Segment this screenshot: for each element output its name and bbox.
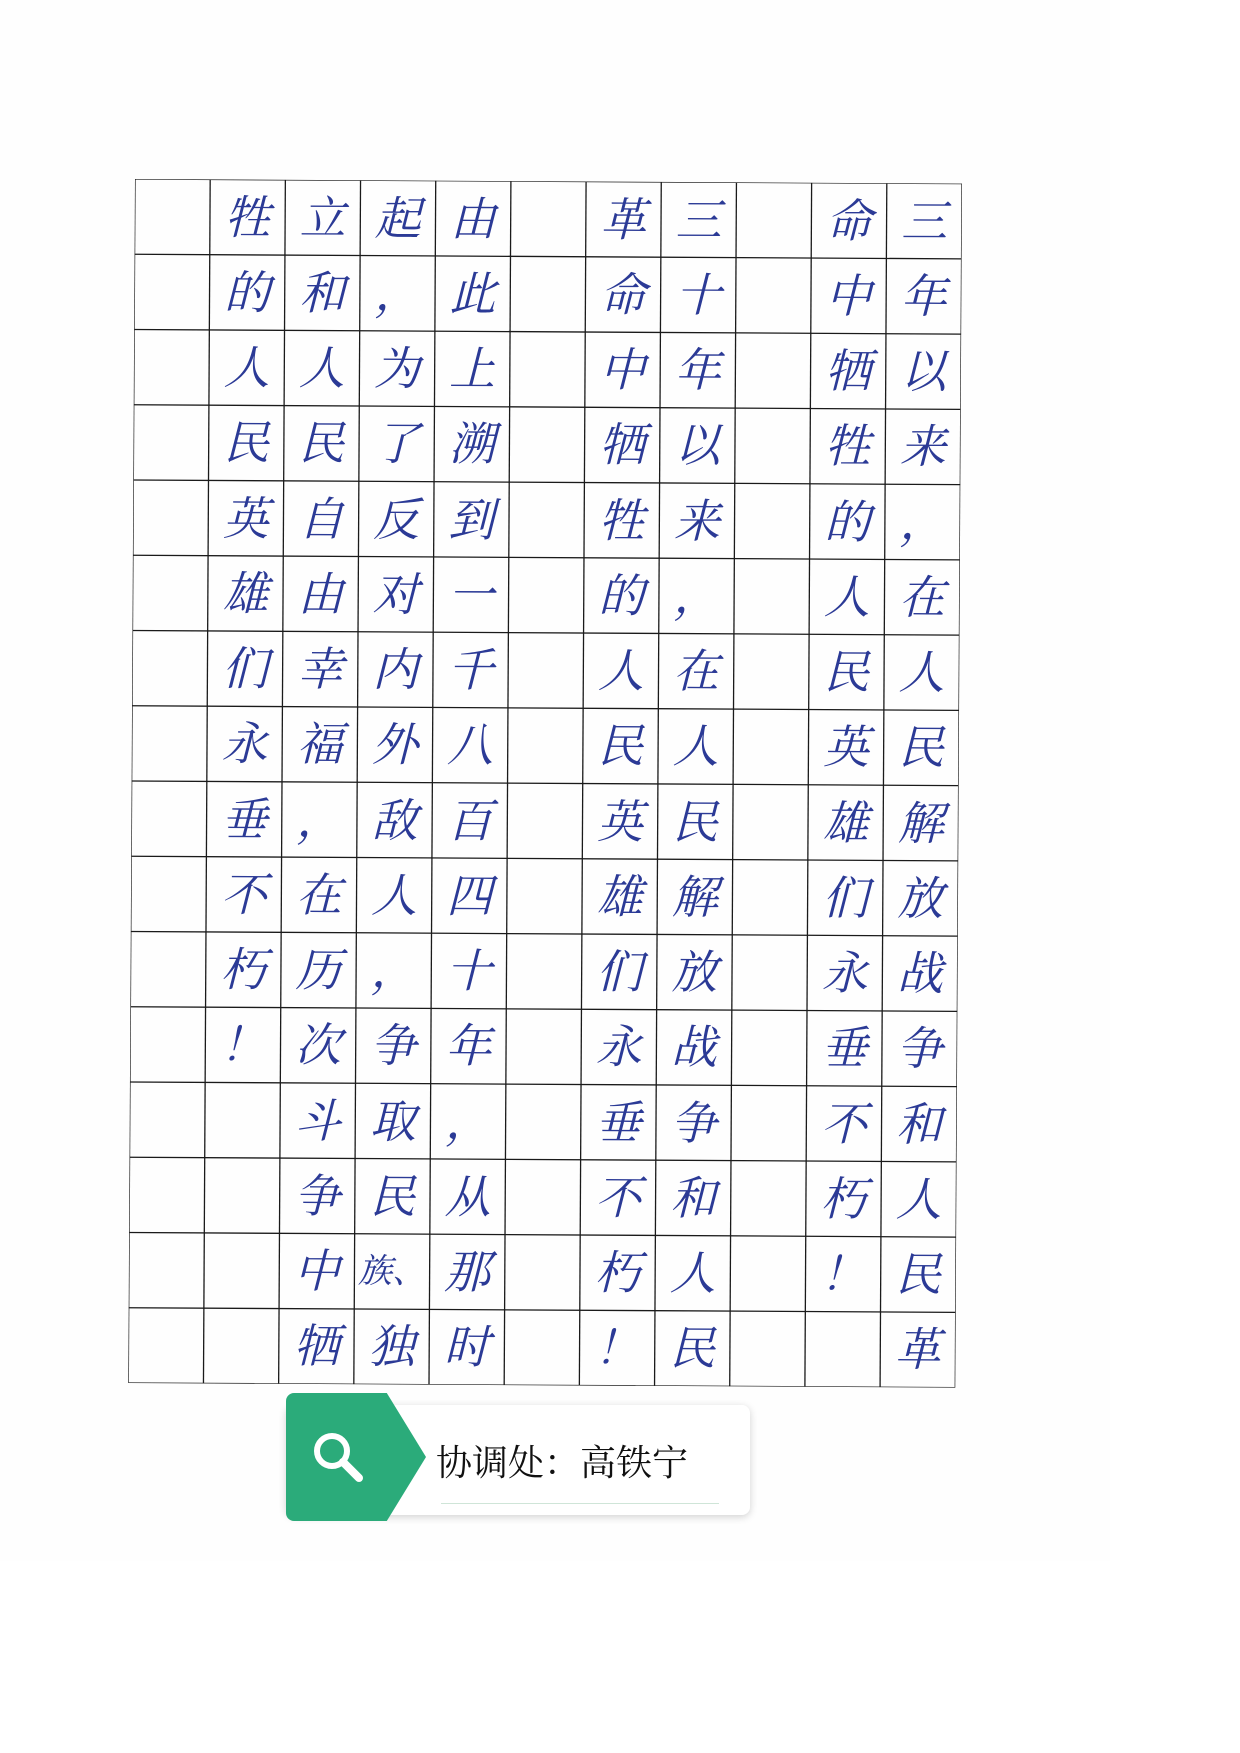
handwritten-char: 中 xyxy=(825,268,872,323)
handwritten-char: 命 xyxy=(599,267,647,322)
handwritten-char: 垂 xyxy=(595,1095,642,1150)
handwritten-char: 不 xyxy=(820,1096,868,1151)
handwritten-char: 放 xyxy=(671,945,718,1000)
handwritten-char: 民 xyxy=(298,416,345,471)
handwritten-char: 以 xyxy=(674,418,721,473)
handwritten-char: 中 xyxy=(293,1244,340,1299)
handwritten-char: 不 xyxy=(220,867,267,922)
handwritten-char: ， xyxy=(444,1094,492,1149)
handwritten-char: 人 xyxy=(223,340,270,395)
handwritten-char: 千 xyxy=(447,642,494,698)
handwritten-char: 反 xyxy=(373,491,420,547)
handwritten-char: 民 xyxy=(672,794,719,849)
handwritten-char: 和 xyxy=(299,265,346,321)
handwritten-char: 在 xyxy=(295,867,343,923)
handwritten-char: 战 xyxy=(670,1020,718,1075)
handwritten-char: 自 xyxy=(297,491,345,546)
handwritten-char: 英 xyxy=(222,491,270,546)
handwritten-char: 人 xyxy=(823,569,871,624)
search-result-label[interactable] xyxy=(286,1393,750,1521)
handwritten-char: 在 xyxy=(898,570,946,625)
handwritten-char: 垂 xyxy=(221,792,268,847)
handwritten-char: 争 xyxy=(370,1018,417,1073)
handwritten-char: 对 xyxy=(372,567,419,622)
handwritten-char: 人 xyxy=(669,1246,716,1301)
handwritten-char: 民 xyxy=(823,644,870,700)
handwritten-char: 争 xyxy=(896,1021,943,1076)
handwritten-char: 民 xyxy=(669,1321,716,1376)
handwritten-char: ， xyxy=(673,568,720,624)
handwritten-char: 此 xyxy=(449,266,496,321)
handwritten-char: 解 xyxy=(671,869,718,925)
handwritten-char: 的 xyxy=(824,494,871,549)
handwritten-char: 上 xyxy=(449,341,496,397)
writing-grid xyxy=(128,179,962,1388)
handwritten-char: 人 xyxy=(597,643,645,698)
handwritten-char: 幸 xyxy=(297,642,344,697)
handwritten-char: 人 xyxy=(898,645,945,700)
handwritten-char: 朽 xyxy=(820,1171,867,1226)
handwritten-char: 民 xyxy=(597,718,644,774)
handwritten-char: 牲 xyxy=(598,493,645,548)
handwritten-char: 中 xyxy=(599,342,646,397)
handwritten-char: 历 xyxy=(295,943,342,998)
handwritten-char: 次 xyxy=(294,1018,342,1073)
handwritten-char: 族、 xyxy=(357,1251,427,1292)
handwritten-char: 敌 xyxy=(371,792,418,848)
handwritten-char: 朽 xyxy=(594,1245,641,1300)
handwritten-char: ， xyxy=(374,266,421,321)
handwritten-char: 人 xyxy=(672,719,719,774)
handwritten-char: 牺 xyxy=(293,1319,340,1374)
handwritten-char: 时 xyxy=(443,1320,490,1375)
handwritten-char: 争 xyxy=(294,1168,341,1224)
handwritten-char: 革 xyxy=(600,192,647,247)
handwritten-char: 以 xyxy=(900,344,947,399)
handwritten-char: 命 xyxy=(825,193,873,248)
handwritten-char: 十 xyxy=(445,943,493,999)
grid-hline xyxy=(128,1383,955,1388)
handwritten-char: 十 xyxy=(675,267,722,323)
handwritten-char: 们 xyxy=(221,641,269,696)
handwritten-char: 雄 xyxy=(222,566,269,621)
handwritten-char: 福 xyxy=(296,717,343,772)
handwritten-char: 们 xyxy=(822,870,869,925)
handwritten-char: 由 xyxy=(449,191,497,246)
handwritten-char: 人 xyxy=(298,341,346,396)
handwritten-char: 人 xyxy=(370,868,418,923)
handwritten-char: 为 xyxy=(373,341,421,396)
handwritten-char: 人 xyxy=(895,1172,942,1227)
handwritten-char: ， xyxy=(370,943,417,998)
handwritten-char: 放 xyxy=(897,871,944,926)
handwritten-char: 民 xyxy=(369,1169,416,1224)
handwritten-char: 外 xyxy=(371,717,419,772)
handwritten-char: 民 xyxy=(898,720,945,775)
handwritten-char: 争 xyxy=(670,1095,717,1150)
handwritten-char: 雄 xyxy=(596,869,643,924)
handwritten-char: 们 xyxy=(596,944,643,999)
label-underline xyxy=(441,1503,719,1504)
handwritten-char: 那 xyxy=(444,1244,491,1300)
handwritten-char: 立 xyxy=(299,190,346,245)
handwritten-char: 一 xyxy=(447,567,495,622)
handwritten-char: 和 xyxy=(895,1096,943,1152)
handwritten-char: 的 xyxy=(223,265,271,320)
handwritten-char: 取 xyxy=(369,1093,417,1149)
handwritten-char: ！ xyxy=(819,1246,867,1302)
handwritten-char: ， xyxy=(899,494,946,550)
handwritten-char: 在 xyxy=(672,644,720,699)
handwritten-char: 永 xyxy=(595,1019,642,1075)
handwritten-char: 的 xyxy=(598,568,645,623)
search-icon[interactable] xyxy=(308,1427,368,1487)
handwritten-char: 从 xyxy=(444,1169,491,1224)
handwritten-char: 年 xyxy=(900,269,947,324)
label-text: 协调处：高铁宁 xyxy=(436,1443,689,1484)
handwritten-char: 年 xyxy=(674,343,721,398)
handwritten-char: 年 xyxy=(445,1019,492,1074)
handwritten-char: 四 xyxy=(446,868,493,923)
handwritten-char: 三 xyxy=(675,192,722,247)
handwritten-char: 雄 xyxy=(822,795,869,850)
handwritten-char: 八 xyxy=(446,718,494,773)
handwritten-char: 革 xyxy=(894,1322,942,1377)
handwritten-char: 英 xyxy=(822,720,870,775)
handwritten-char: 内 xyxy=(372,642,419,697)
handwritten-char: 来 xyxy=(899,419,947,474)
handwritten-char: 民 xyxy=(895,1247,942,1302)
handwritten-char: 起 xyxy=(374,190,422,246)
handwritten-char: 永 xyxy=(221,716,268,772)
handwritten-char: 由 xyxy=(297,566,344,622)
handwritten-char: 牺 xyxy=(824,343,872,399)
handwritten-char: 永 xyxy=(821,945,868,1001)
handwritten-char: 朽 xyxy=(220,942,267,997)
handwritten-char: ！ xyxy=(593,1320,641,1376)
handwritten-char: 独 xyxy=(368,1319,415,1374)
handwritten-char: 和 xyxy=(670,1170,717,1226)
handwritten-char: 斗 xyxy=(294,1093,341,1148)
handwritten-char: 牲 xyxy=(224,190,271,245)
handwritten-char: ， xyxy=(296,792,343,847)
handwritten-char: 民 xyxy=(223,415,270,471)
handwritten-char: 垂 xyxy=(821,1021,868,1076)
handwritten-char: 战 xyxy=(896,946,944,1001)
handwritten-char: ！ xyxy=(219,1017,267,1073)
handwritten-char: 牲 xyxy=(824,419,871,474)
handwritten-char: 了 xyxy=(373,416,420,471)
handwritten-char: 来 xyxy=(673,493,721,548)
handwritten-char: 到 xyxy=(448,492,495,547)
handwritten-char: 溯 xyxy=(448,417,495,472)
handwritten-char: 英 xyxy=(596,794,644,849)
handwritten-char: 百 xyxy=(446,793,493,848)
handwritten-char: 不 xyxy=(594,1170,642,1225)
handwritten-char: 解 xyxy=(897,795,944,851)
handwritten-char: 牺 xyxy=(599,417,646,473)
handwritten-char: 三 xyxy=(901,193,948,249)
